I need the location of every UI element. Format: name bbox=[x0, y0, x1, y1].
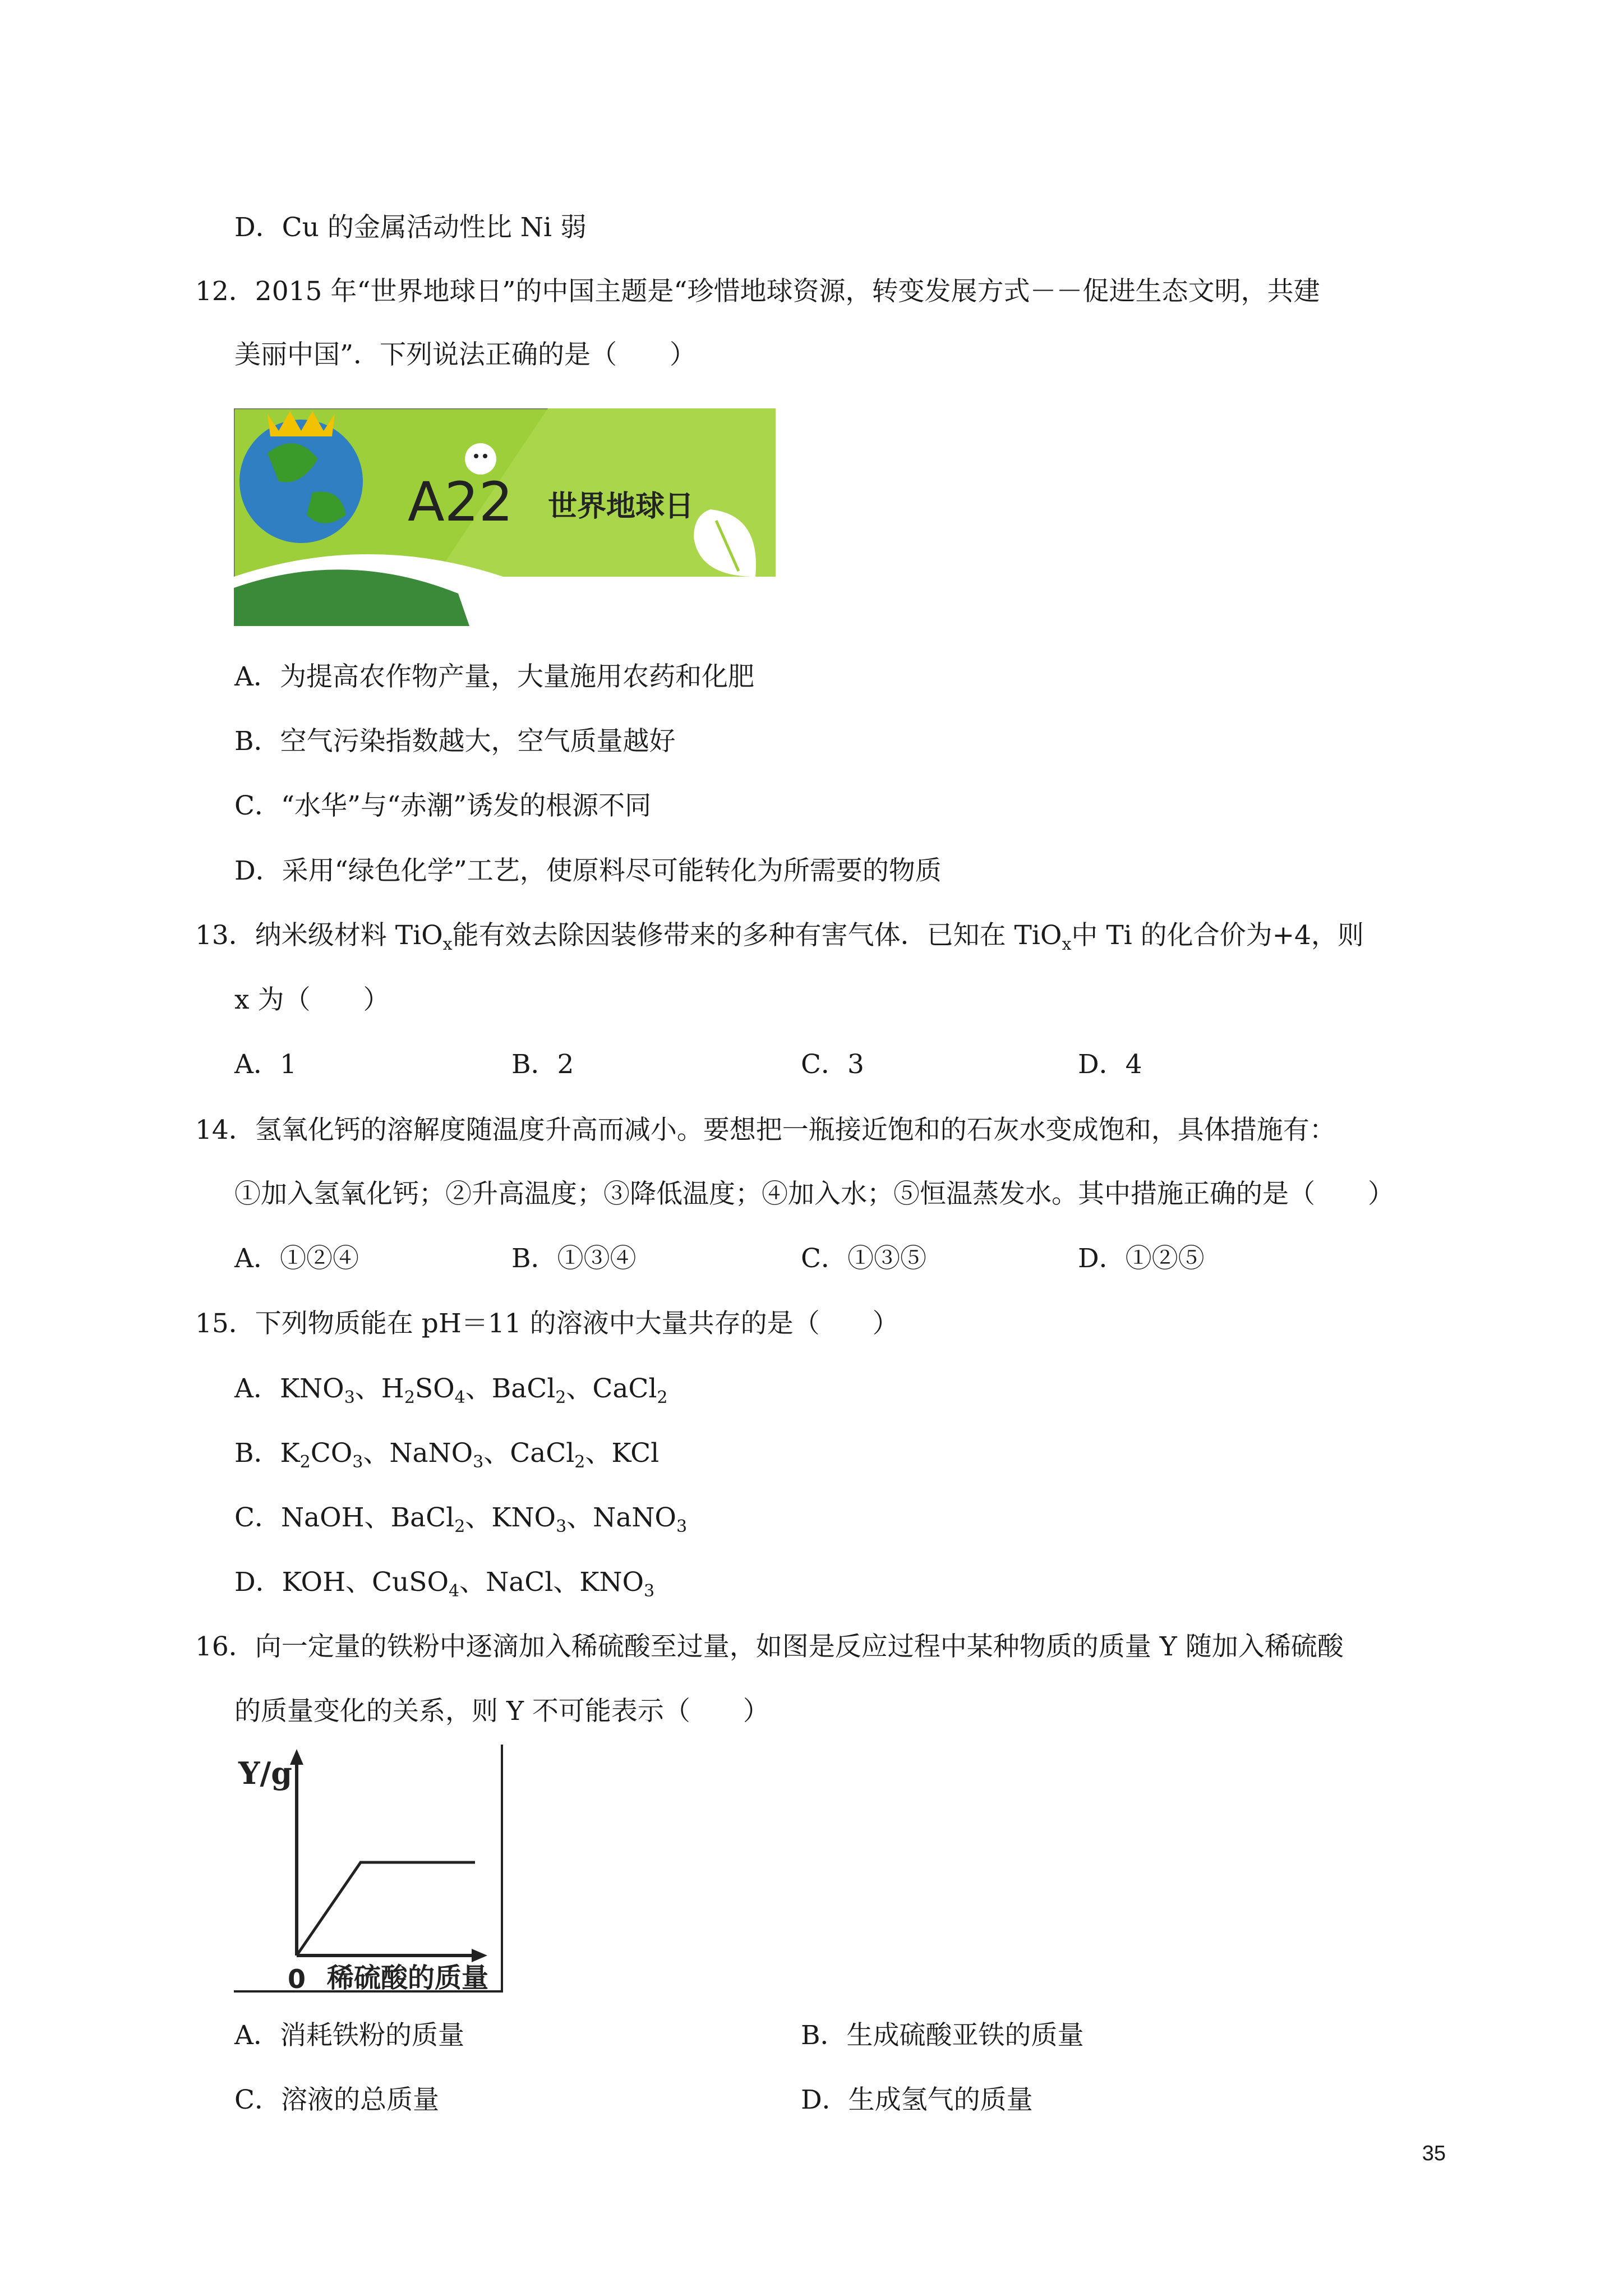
q13-option-a: A．1 bbox=[234, 1049, 297, 1080]
graph-xlabel: 稀硫酸的质量 bbox=[327, 1962, 489, 1993]
earth-day-banner-image bbox=[234, 408, 776, 626]
q13-option-d: D．4 bbox=[1078, 1049, 1142, 1080]
x-axis-arrow-icon bbox=[472, 1949, 487, 1962]
q15-option-d: D．KOH、CuSO$_4$、NaCl、$KNO_3$ bbox=[234, 1567, 655, 1601]
q13-stem-line2: x 为（ ） bbox=[234, 984, 390, 1015]
q16-option-c: C．溶液的总质量 bbox=[234, 2085, 439, 2115]
q14-option-b: B．①③④ bbox=[511, 1243, 637, 1274]
banner-badge: A22 bbox=[408, 471, 513, 533]
q12-option-a: A．为提高农作物产量，大量施用农药和化肥 bbox=[234, 661, 754, 692]
q11-option-d: D．Cu 的金属活动性比 Ni 弱 bbox=[234, 212, 587, 243]
q13-option-c: C．3 bbox=[801, 1049, 864, 1080]
q16-stem-line2: 的质量变化的关系，则 Y 不可能表示（ ） bbox=[234, 1696, 769, 1727]
q14-option-d: D．①②⑤ bbox=[1078, 1243, 1205, 1274]
globe-icon bbox=[239, 420, 363, 543]
graph-curve bbox=[297, 1862, 475, 1955]
q15-stem: 15．下列物质能在 pH＝11 的溶液中大量共存的是（ ） bbox=[195, 1308, 899, 1339]
q12-option-b: B．空气污染指数越大，空气质量越好 bbox=[234, 726, 676, 757]
q13-stem-line1: 13．纳米级材料 TiO$_x$能有效去除因装修带来的多种有害气体．已知在 TiO$_x$中 Ti 的化合价为+4，则 bbox=[195, 920, 1364, 954]
q12-stem-line1: 12．2015 年“世界地球日”的中国主题是“珍惜地球资源，转变发展方式－－促进生态文明，共建 bbox=[195, 276, 1320, 307]
q15-option-b: B．$K_2CO_3$、NaNO$_3$、CaCl$_2$、KCl bbox=[234, 1438, 660, 1472]
q16-option-b: B．生成硫酸亚铁的质量 bbox=[801, 2020, 1084, 2051]
q14-stem-line1: 14．氢氧化钙的溶解度随温度升高而减小。要想把一瓶接近饱和的石灰水变成饱和，具体措施有： bbox=[195, 1115, 1336, 1145]
q12-option-d: D．采用“绿色化学”工艺，使原料尽可能转化为所需要的物质 bbox=[234, 855, 942, 886]
q14-option-a: A．①②④ bbox=[234, 1243, 359, 1274]
q15-option-c: C．NaOH、BaCl$_2$、$KNO_3$、NaNO$_3$ bbox=[234, 1502, 688, 1536]
banner-text: 世界地球日 bbox=[548, 490, 694, 523]
mass-graph-figure bbox=[234, 1745, 503, 1993]
q13-option-b: B．2 bbox=[511, 1049, 574, 1080]
q16-option-a: A．消耗铁粉的质量 bbox=[234, 2020, 464, 2051]
graph-origin-label: 0 bbox=[288, 1964, 306, 1993]
graph-ylabel: Y/g bbox=[238, 1755, 293, 1791]
q15-option-a: A．$KNO_3$、$H_2SO_4$、BaCl$_2$、CaCl$_2$ bbox=[234, 1373, 668, 1407]
q14-option-c: C．①③⑤ bbox=[801, 1243, 926, 1274]
bird-icon bbox=[465, 443, 496, 475]
q16-option-d: D．生成氢气的质量 bbox=[801, 2085, 1033, 2115]
q16-stem-line1: 16．向一定量的铁粉中逐滴加入稀硫酸至过量，如图是反应过程中某种物质的质量 Y 随加入稀硫酸 bbox=[195, 1631, 1344, 1662]
q12-option-c: C．“水华”与“赤潮”诱发的根源不同 bbox=[234, 790, 652, 821]
page-number: 35 bbox=[1422, 2142, 1446, 2165]
q14-stem-line2: ①加入氢氧化钙；②升高温度；③降低温度；④加入水；⑤恒温蒸发水。其中措施正确的是（ ） bbox=[234, 1179, 1394, 1209]
q12-stem-line2: 美丽中国”．下列说法正确的是（ ） bbox=[234, 339, 697, 370]
